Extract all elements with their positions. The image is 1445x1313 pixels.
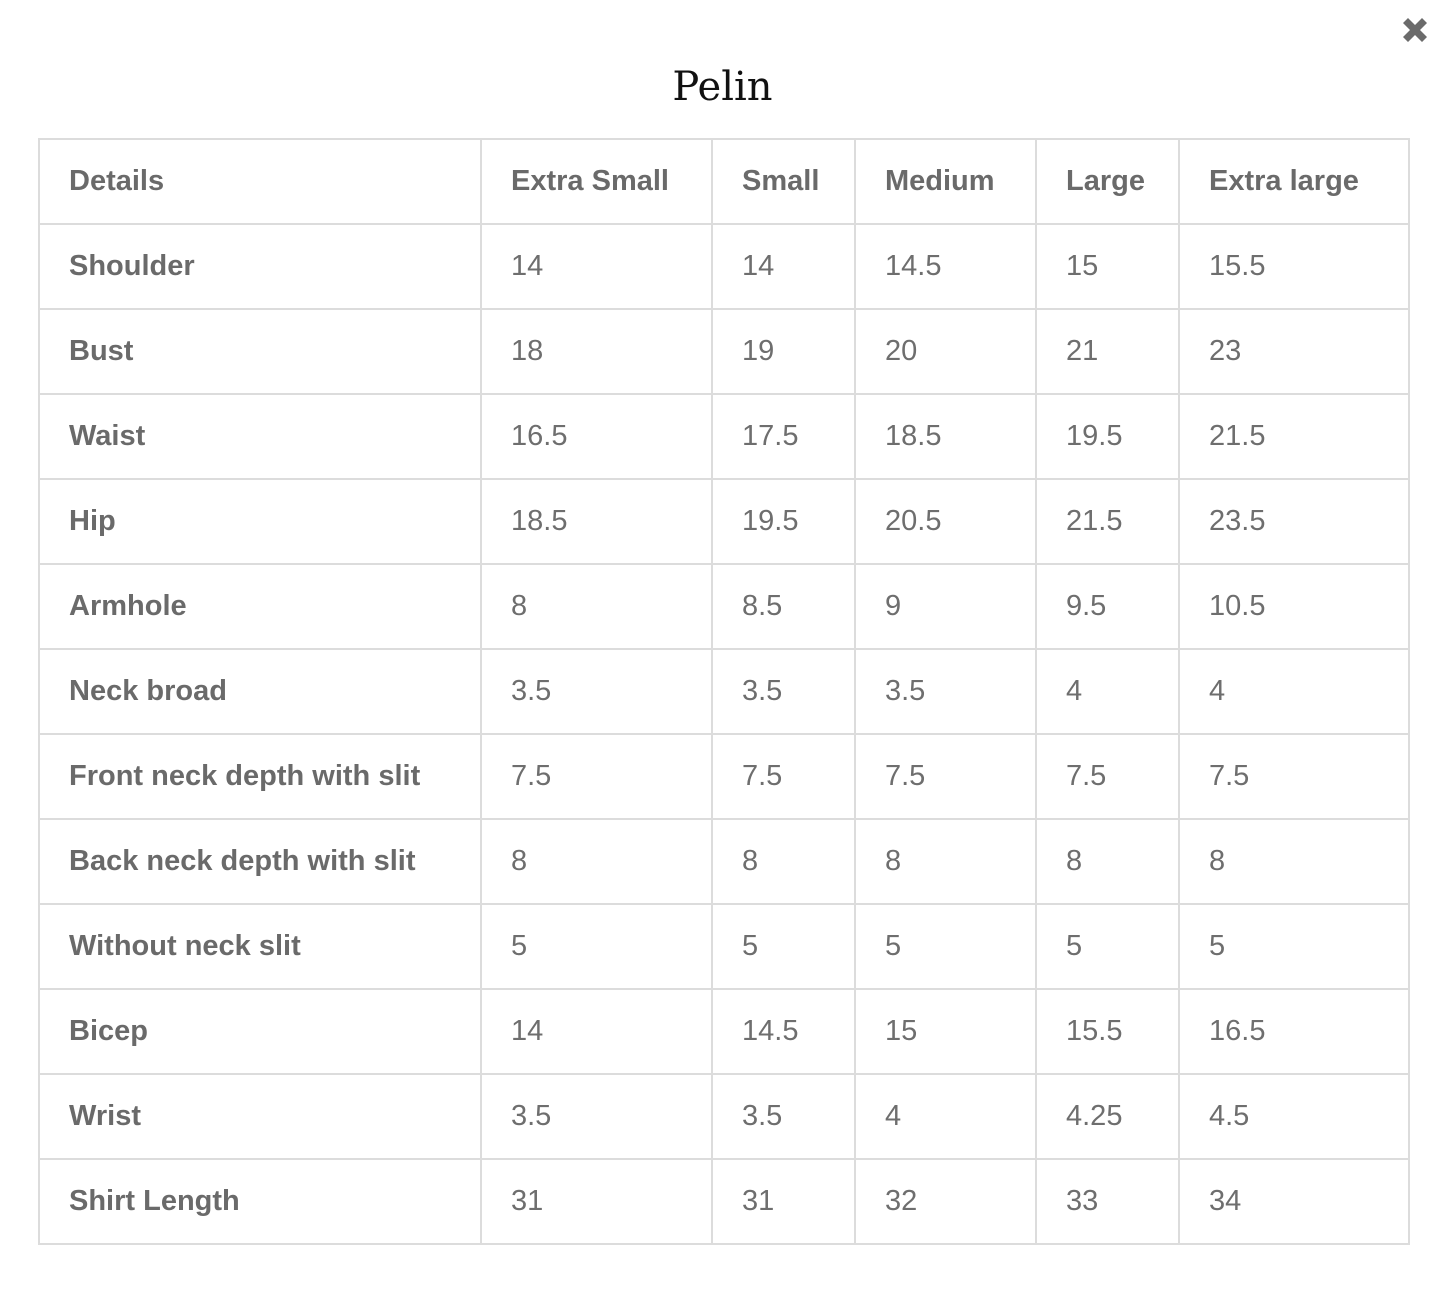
table-cell: 8 xyxy=(1179,819,1409,904)
table-cell: 20 xyxy=(855,309,1036,394)
table-cell: 9 xyxy=(855,564,1036,649)
table-cell: 18.5 xyxy=(481,479,712,564)
row-label: Front neck depth with slit xyxy=(39,734,481,819)
table-cell: 21.5 xyxy=(1036,479,1179,564)
table-cell: 15.5 xyxy=(1036,989,1179,1074)
table-cell: 7.5 xyxy=(712,734,855,819)
row-label: Armhole xyxy=(39,564,481,649)
table-cell: 23 xyxy=(1179,309,1409,394)
row-label: Shoulder xyxy=(39,224,481,309)
column-header: Details xyxy=(39,139,481,224)
table-cell: 3.5 xyxy=(712,1074,855,1159)
table-row xyxy=(39,989,1409,1074)
table-cell: 14 xyxy=(481,989,712,1074)
table-cell: 4.25 xyxy=(1036,1074,1179,1159)
table-cell: 19.5 xyxy=(1036,394,1179,479)
table-cell: 19 xyxy=(712,309,855,394)
column-header: Extra large xyxy=(1179,139,1409,224)
table-cell: 4 xyxy=(855,1074,1036,1159)
table-cell: 31 xyxy=(481,1159,712,1244)
table-cell: 5 xyxy=(1179,904,1409,989)
table-cell: 4 xyxy=(1179,649,1409,734)
table-row xyxy=(39,479,1409,564)
table-cell: 5 xyxy=(1036,904,1179,989)
table-cell: 14 xyxy=(481,224,712,309)
table-cell: 20.5 xyxy=(855,479,1036,564)
table-cell: 3.5 xyxy=(712,649,855,734)
table-cell: 3.5 xyxy=(481,1074,712,1159)
row-label: Waist xyxy=(39,394,481,479)
table-row xyxy=(39,649,1409,734)
table-cell: 4 xyxy=(1036,649,1179,734)
size-table-container xyxy=(38,138,1408,1245)
column-header: Large xyxy=(1036,139,1179,224)
table-cell: 7.5 xyxy=(855,734,1036,819)
table-cell: 15 xyxy=(855,989,1036,1074)
table-cell: 18 xyxy=(481,309,712,394)
modal-title: Pelin xyxy=(672,64,773,110)
close-button[interactable] xyxy=(1399,14,1431,46)
row-label: Neck broad xyxy=(39,649,481,734)
row-label: Without neck slit xyxy=(39,904,481,989)
table-cell: 14.5 xyxy=(712,989,855,1074)
table-header-row xyxy=(39,139,1409,224)
column-header: Medium xyxy=(855,139,1036,224)
table-cell: 16.5 xyxy=(1179,989,1409,1074)
table-cell: 14.5 xyxy=(855,224,1036,309)
table-cell: 16.5 xyxy=(481,394,712,479)
table-row xyxy=(39,224,1409,309)
table-cell: 7.5 xyxy=(481,734,712,819)
table-cell: 15.5 xyxy=(1179,224,1409,309)
table-cell: 14 xyxy=(712,224,855,309)
table-cell: 19.5 xyxy=(712,479,855,564)
table-cell: 7.5 xyxy=(1179,734,1409,819)
table-row xyxy=(39,1074,1409,1159)
column-header: Extra Small xyxy=(481,139,712,224)
table-cell: 23.5 xyxy=(1179,479,1409,564)
row-label: Bicep xyxy=(39,989,481,1074)
close-x-icon xyxy=(1399,14,1431,46)
table-cell: 34 xyxy=(1179,1159,1409,1244)
row-label: Shirt Length xyxy=(39,1159,481,1244)
table-cell: 8 xyxy=(1036,819,1179,904)
table-cell: 8 xyxy=(855,819,1036,904)
row-label: Bust xyxy=(39,309,481,394)
table-cell: 3.5 xyxy=(855,649,1036,734)
table-row xyxy=(39,734,1409,819)
table-cell: 8 xyxy=(481,819,712,904)
table-cell: 18.5 xyxy=(855,394,1036,479)
table-cell: 33 xyxy=(1036,1159,1179,1244)
table-row xyxy=(39,819,1409,904)
table-cell: 32 xyxy=(855,1159,1036,1244)
table-cell: 8.5 xyxy=(712,564,855,649)
size-table xyxy=(38,138,1410,1245)
table-cell: 8 xyxy=(481,564,712,649)
row-label: Back neck depth with slit xyxy=(39,819,481,904)
column-header: Small xyxy=(712,139,855,224)
row-label: Wrist xyxy=(39,1074,481,1159)
table-body xyxy=(39,224,1409,1244)
table-cell: 7.5 xyxy=(1036,734,1179,819)
table-cell: 17.5 xyxy=(712,394,855,479)
table-cell: 9.5 xyxy=(1036,564,1179,649)
table-row xyxy=(39,564,1409,649)
table-cell: 4.5 xyxy=(1179,1074,1409,1159)
table-cell: 3.5 xyxy=(481,649,712,734)
table-cell: 5 xyxy=(855,904,1036,989)
table-cell: 15 xyxy=(1036,224,1179,309)
table-row xyxy=(39,1159,1409,1244)
table-row xyxy=(39,394,1409,479)
table-cell: 5 xyxy=(481,904,712,989)
row-label: Hip xyxy=(39,479,481,564)
table-cell: 10.5 xyxy=(1179,564,1409,649)
table-cell: 8 xyxy=(712,819,855,904)
table-cell: 21 xyxy=(1036,309,1179,394)
table-cell: 31 xyxy=(712,1159,855,1244)
table-cell: 5 xyxy=(712,904,855,989)
table-row xyxy=(39,309,1409,394)
table-row xyxy=(39,904,1409,989)
table-cell: 21.5 xyxy=(1179,394,1409,479)
